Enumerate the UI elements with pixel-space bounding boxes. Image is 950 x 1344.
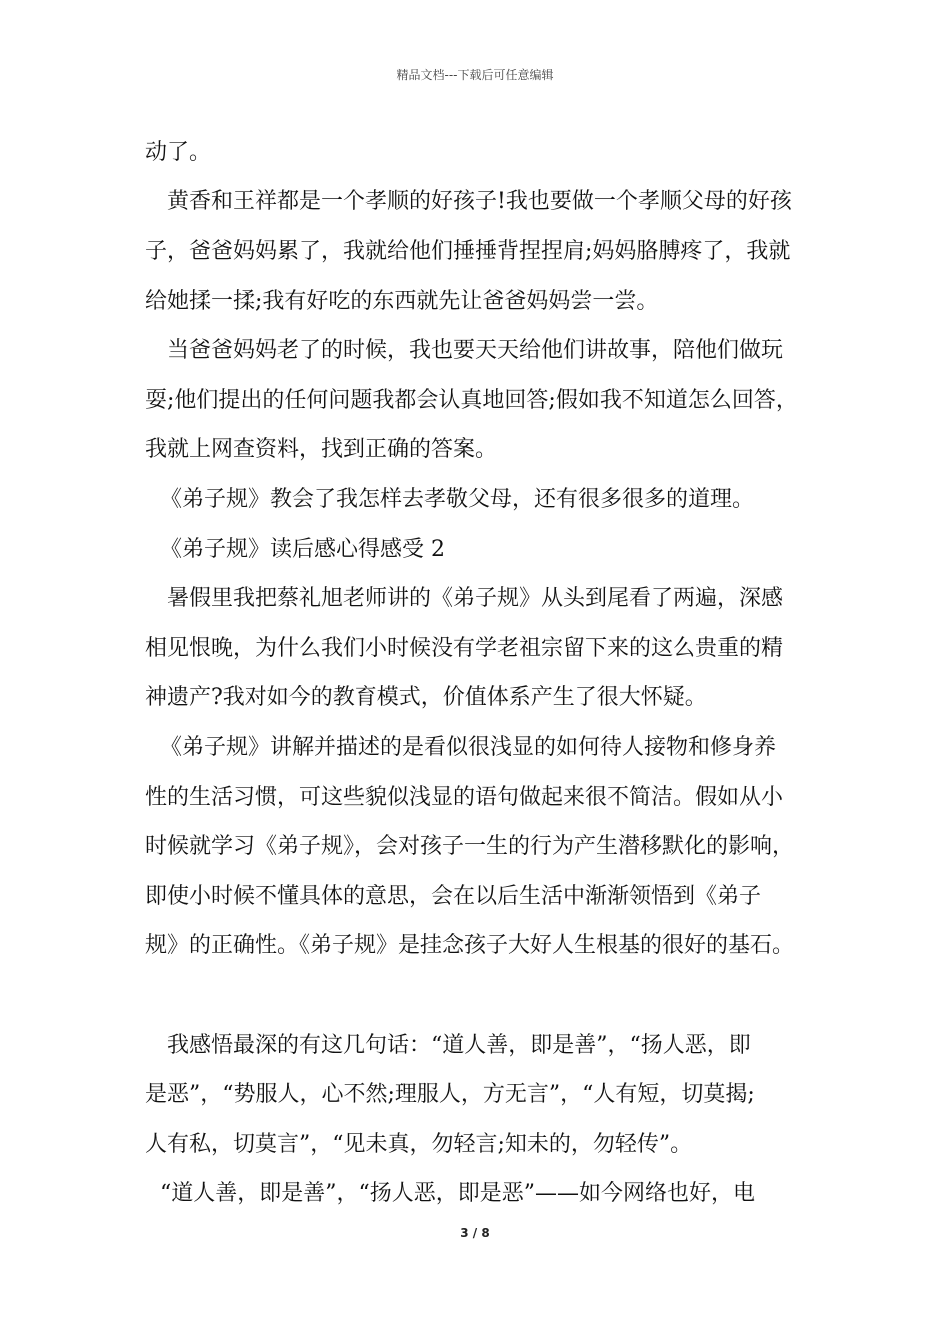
text-line: 当爸爸妈妈老了的时候，我也要天天给他们讲故事，陪他们做玩 <box>167 338 784 363</box>
text-line: 规》的正确性。《弟子规》是挂念孩子大好人生根基的很好的基石。 <box>145 933 795 958</box>
text-line: 我就上网查资料，找到正确的答案。 <box>145 437 498 462</box>
text-line: 子，爸爸妈妈累了，我就给他们捶捶背捏捏肩;妈妈胳膊疼了，我就 <box>145 239 791 264</box>
section-heading: 《弟子规》读后感心得感受 2 <box>160 537 445 562</box>
text-line: 黄香和王祥都是一个孝顺的好孩子!我也要做一个孝顺父母的好孩 <box>167 189 792 214</box>
page-header: 精品文档---下载后可任意编辑 <box>396 68 554 82</box>
text-line: 给她揉一揉;我有好吃的东西就先让爸爸妈妈尝一尝。 <box>145 289 659 314</box>
text-line: 《弟子规》讲解并描述的是看似很浅显的如何待人接物和修身养 <box>160 735 777 760</box>
text-line: 耍;他们提出的任何问题我都会认真地回答;假如我不知道怎么回答， <box>145 388 798 413</box>
text-line: 性的生活习惯，可这些貌似浅显的语句做起来很不简洁。假如从小 <box>145 785 784 810</box>
text-line: 《弟子规》教会了我怎样去孝敬父母，还有很多很多的道理。 <box>160 487 755 512</box>
text-line: “道人善，即是善”，“扬人恶，即是恶”——如今网络也好，电 <box>160 1181 755 1206</box>
text-line: 人有私，切莫言”，“见未真，勿轻言;知未的，勿轻传”。 <box>145 1132 693 1157</box>
text-line: 神遗产?我对如今的教育模式，价值体系产生了很大怀疑。 <box>145 685 707 710</box>
text-line: 暑假里我把蔡礼旭老师讲的《弟子规》从头到尾看了两遍，深感 <box>167 586 784 611</box>
text-line: 时候就学习《弟子规》，会对孩子一生的行为产生潜移默化的影响， <box>145 834 795 859</box>
text-line: 我感悟最深的有这几句话：“道人善，即是善”，“扬人恶，即 <box>167 1033 751 1058</box>
text-line: 即使小时候不懂具体的意思，会在以后生活中渐渐领悟到《弟子 <box>145 884 762 909</box>
text-line: 相见恨晚，为什么我们小时候没有学老祖宗留下来的这么贵重的精 <box>145 636 784 661</box>
text-line: 动了。 <box>145 140 212 165</box>
text-line: 是恶”，“势服人，心不然;理服人，方无言”，“人有短，切莫揭; <box>145 1082 755 1107</box>
page-number: 3 / 8 <box>460 1226 490 1240</box>
